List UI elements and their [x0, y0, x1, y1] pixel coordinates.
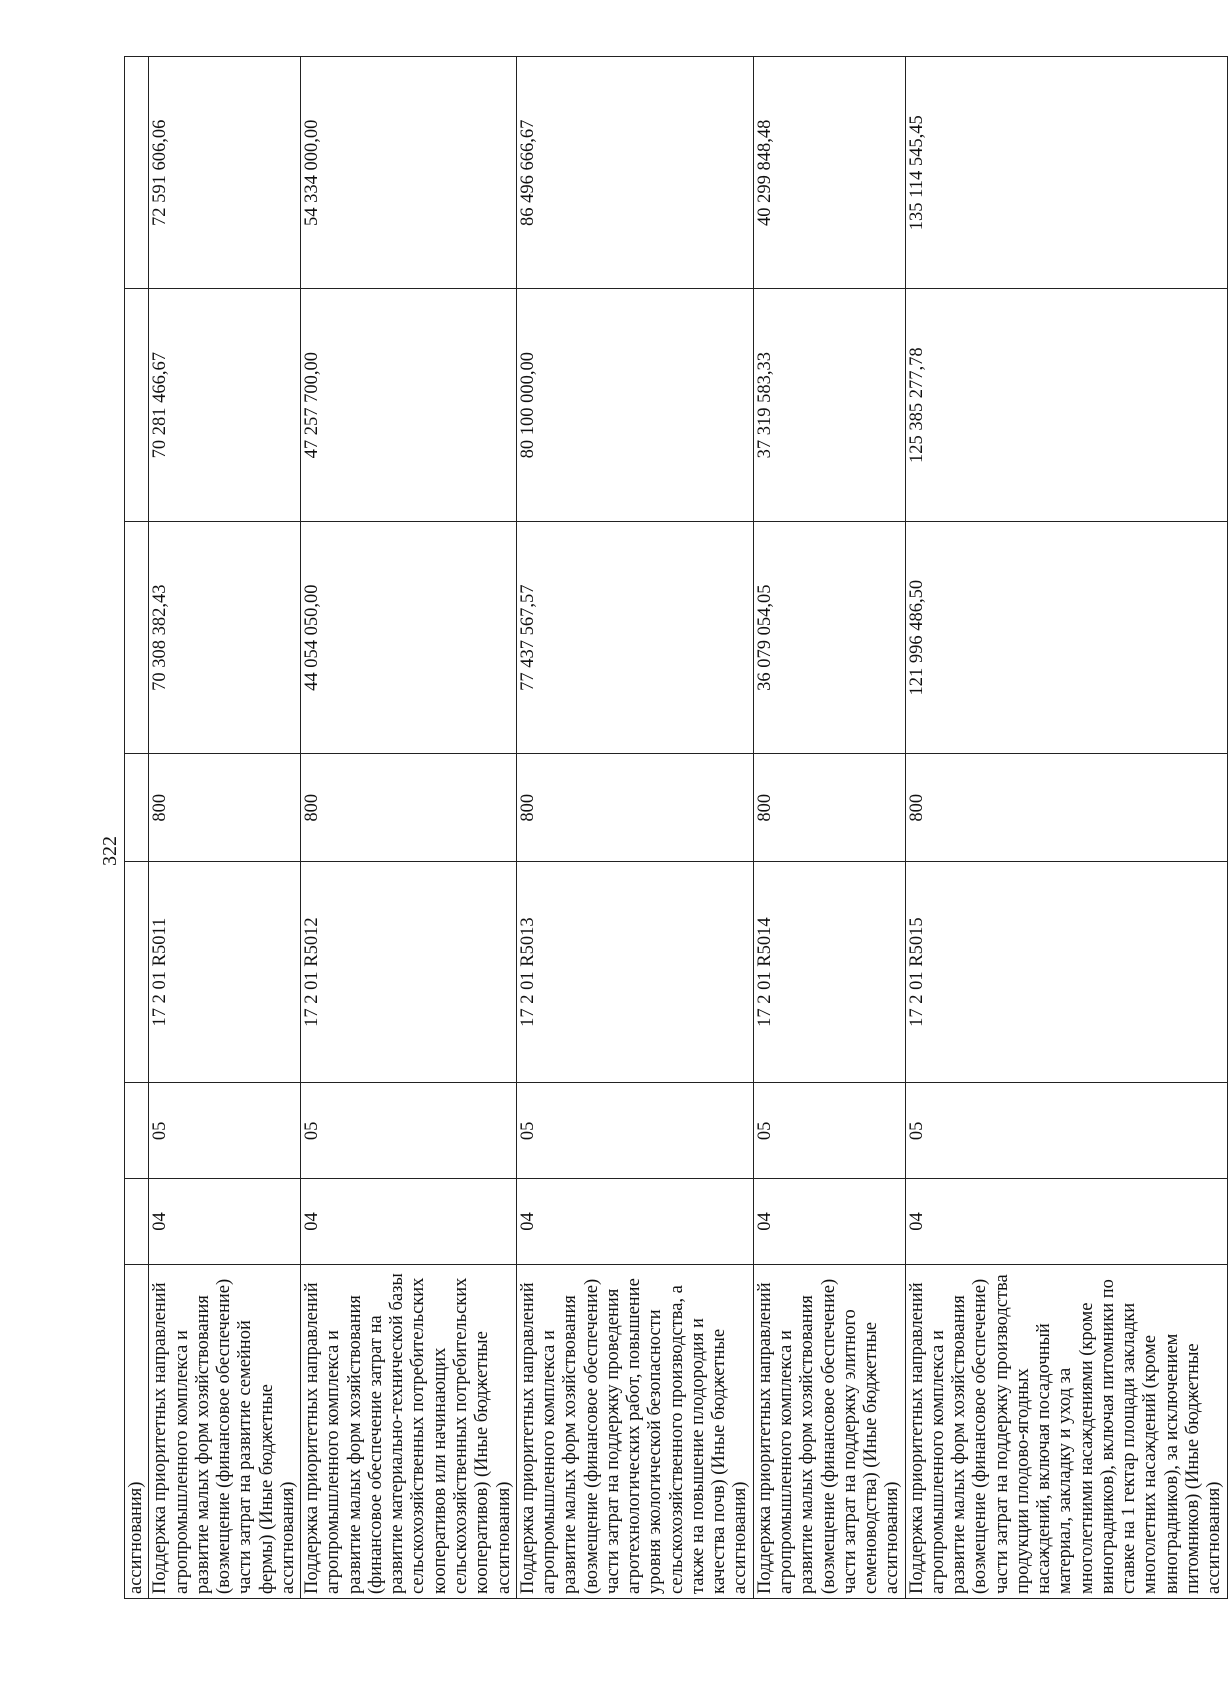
row-name-cell: Поддержка приоритетных направлений агропромышленного комплекса и развитие малых форм хозяйствования (возмещение (финансовое обеспечение) части затрат на развитие семейной фермы) (Иные бюджетные ассигнования) — [149, 1264, 301, 1598]
amount-year3-cell: 135 114 545,45 — [905, 57, 1227, 289]
amount-year1-cell: 121 996 486,50 — [905, 521, 1227, 753]
empty-cell — [125, 1179, 149, 1264]
empty-cell — [125, 754, 149, 862]
section-code-cell: 04 — [516, 1179, 753, 1264]
expense-type-cell: 800 — [516, 754, 753, 862]
row-name-cell: Поддержка приоритетных направлений агропромышленного комплекса и развитие малых форм хозяйствования (возмещение (финансовое обеспечение) части затрат на поддержку производства продукции плодово-ягодных насаждений, включая посадочный материал, закладку и уход за многолетними насаждениями (кроме виноградников), включая питомники по ставке на 1 гектар площади закладки многолетних насаждений (кроме виноградников), за исключением питомников) (Иные бюджетные ассигнования) — [905, 1264, 1227, 1598]
amount-year1-cell: 36 079 054,05 — [753, 521, 905, 753]
amount-year1-cell: 44 054 050,00 — [301, 521, 517, 753]
amount-year2-cell: 47 257 700,00 — [301, 289, 517, 521]
amount-year2-cell: 70 281 466,67 — [149, 289, 301, 521]
expense-type-cell: 800 — [905, 754, 1227, 862]
target-article-cell: 17 2 01 R5013 — [516, 862, 753, 1083]
target-article-cell: 17 2 01 R5011 — [149, 862, 301, 1083]
section-code-cell: 04 — [905, 1179, 1227, 1264]
empty-cell — [125, 1083, 149, 1179]
amount-year3-cell: 86 496 666,67 — [516, 57, 753, 289]
amount-year2-cell: 80 100 000,00 — [516, 289, 753, 521]
amount-year3-cell: 40 299 848,48 — [753, 57, 905, 289]
page-number: 322 — [99, 836, 121, 866]
empty-cell — [125, 289, 149, 521]
continuation-row — [125, 57, 149, 1599]
amount-year3-cell: 54 334 000,00 — [301, 57, 517, 289]
budget-table-rotated — [124, 56, 1225, 1599]
amount-year2-cell: 37 319 583,33 — [753, 289, 905, 521]
amount-year3-cell: 72 591 606,06 — [149, 57, 301, 289]
amount-year1-cell: 77 437 567,57 — [516, 521, 753, 753]
budget-table — [124, 56, 1228, 1599]
target-article-cell: 17 2 01 R5014 — [753, 862, 905, 1083]
target-article-cell: 17 2 01 R5012 — [301, 862, 517, 1083]
section-code-cell: 04 — [301, 1179, 517, 1264]
continuation-cell: ассигнования) — [125, 1264, 149, 1598]
empty-cell — [125, 57, 149, 289]
row-name-cell: Поддержка приоритетных направлений агропромышленного комплекса и развитие малых форм хозяйствования (финансовое обеспечение затрат на развитие материально-технической базы сельскохозяйственных потребительских кооперативов или начинающих сельскохозяйственных потребительских кооперативов) (Иные бюджетные ассигнования) — [301, 1264, 517, 1598]
subsection-code-cell: 05 — [516, 1083, 753, 1179]
subsection-code-cell: 05 — [753, 1083, 905, 1179]
table-row — [516, 57, 753, 1599]
subsection-code-cell: 05 — [149, 1083, 301, 1179]
target-article-cell: 17 2 01 R5015 — [905, 862, 1227, 1083]
subsection-code-cell: 05 — [301, 1083, 517, 1179]
empty-cell — [125, 862, 149, 1083]
row-name-cell: Поддержка приоритетных направлений агропромышленного комплекса и развитие малых форм хозяйствования (возмещение (финансовое обеспечение) части затрат на поддержку элитного семеноводства) (Иные бюджетные ассигнования) — [753, 1264, 905, 1598]
empty-cell — [125, 521, 149, 753]
table-row — [149, 57, 301, 1599]
expense-type-cell: 800 — [301, 754, 517, 862]
expense-type-cell: 800 — [149, 754, 301, 862]
section-code-cell: 04 — [149, 1179, 301, 1264]
table-row — [301, 57, 517, 1599]
table-row — [905, 57, 1227, 1599]
table-row — [753, 57, 905, 1599]
row-name-cell: Поддержка приоритетных направлений агропромышленного комплекса и развитие малых форм хозяйствования (возмещение (финансовое обеспечение) части затрат на поддержку проведения агротехнологических работ, повышение уровня экологической безопасности сельскохозяйственного производства, а также на повышение плодородия и качества почв) (Иные бюджетные ассигнования) — [516, 1264, 753, 1598]
expense-type-cell: 800 — [753, 754, 905, 862]
amount-year1-cell: 70 308 382,43 — [149, 521, 301, 753]
subsection-code-cell: 05 — [905, 1083, 1227, 1179]
amount-year2-cell: 125 385 277,78 — [905, 289, 1227, 521]
section-code-cell: 04 — [753, 1179, 905, 1264]
